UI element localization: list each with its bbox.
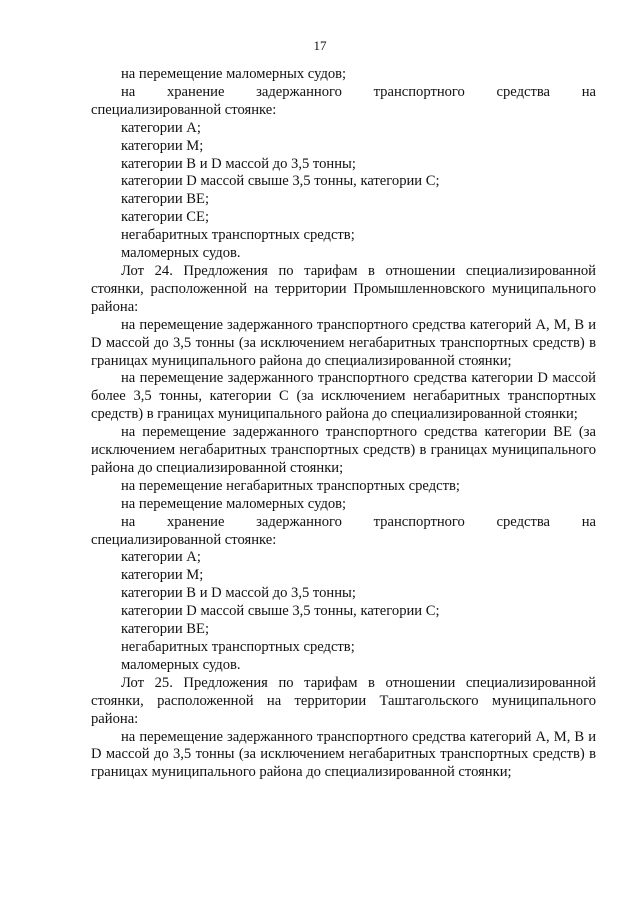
paragraph: специализированной стоянке: [91, 101, 277, 118]
paragraph: категории СЕ; [121, 209, 210, 226]
paragraph: на хранение задержанного транспортного средства на [121, 83, 596, 100]
paragraph: категории D массой свыше 3,5 тонны, категории С; [121, 603, 440, 620]
paragraph: на хранение задержанного транспортного средства на [121, 513, 596, 530]
paragraph: на перемещение негабаритных транспортных средств; [121, 477, 460, 494]
paragraph: на перемещение задержанного транспортного средства категории ВЕ (за исключением негабаритных транспортных средств) в границах муниципального района до специализированной стоянки; [91, 424, 596, 476]
paragraph: категории ВЕ; [121, 191, 210, 208]
paragraph: категории А; [121, 119, 201, 136]
paragraph: маломерных судов. [121, 656, 241, 673]
paragraph: категории D массой свыше 3,5 тонны, категории С; [121, 173, 440, 190]
paragraph: негабаритных транспортных средств; [121, 639, 355, 655]
paragraph: категории М; [121, 137, 204, 154]
paragraph: категории А; [121, 549, 201, 566]
paragraph: на перемещение маломерных судов; [121, 495, 347, 512]
paragraph: категории В и D массой до 3,5 тонны; [121, 585, 356, 602]
paragraph: маломерных судов. [121, 245, 241, 262]
paragraph: на перемещение задержанного транспортного средства категории D массой более 3,5 тонны, категории С (за исключением негабаритных транспортных средств) в границах муниципального района до специализированной стоянки; [91, 370, 596, 423]
lot-heading: Лот 25. Предложения по тарифам в отношении специализированной стоянки, расположенной на территории Таштагольского муниципального района: [91, 674, 596, 727]
lot-heading: Лот 24. Предложения по тарифам в отношении специализированной стоянки, расположенной на территории Промышленновского муниципального района: [91, 262, 596, 315]
paragraph: на перемещение маломерных судов; [121, 66, 347, 82]
paragraph: категории М; [121, 567, 204, 584]
paragraph: категории ВЕ; [121, 621, 210, 638]
page-number: 17 [313, 38, 327, 53]
paragraph: на перемещение задержанного транспортного средства категорий А, М, В и D массой до 3,5 тонны (за исключением негабаритных транспортных средств) в границах муниципального района до специализированной стоянки; [91, 316, 596, 369]
paragraph: специализированной стоянке: [91, 531, 277, 548]
document-body [91, 66, 596, 782]
paragraph: негабаритных транспортных средств; [121, 227, 355, 244]
paragraph: категории В и D массой до 3,5 тонны; [121, 155, 356, 172]
paragraph: на перемещение задержанного транспортного средства категорий А, М, В и D массой до 3,5 тонны (за исключением негабаритных транспортных средств) в границах муниципального района до специализированной стоянки; [91, 728, 596, 781]
